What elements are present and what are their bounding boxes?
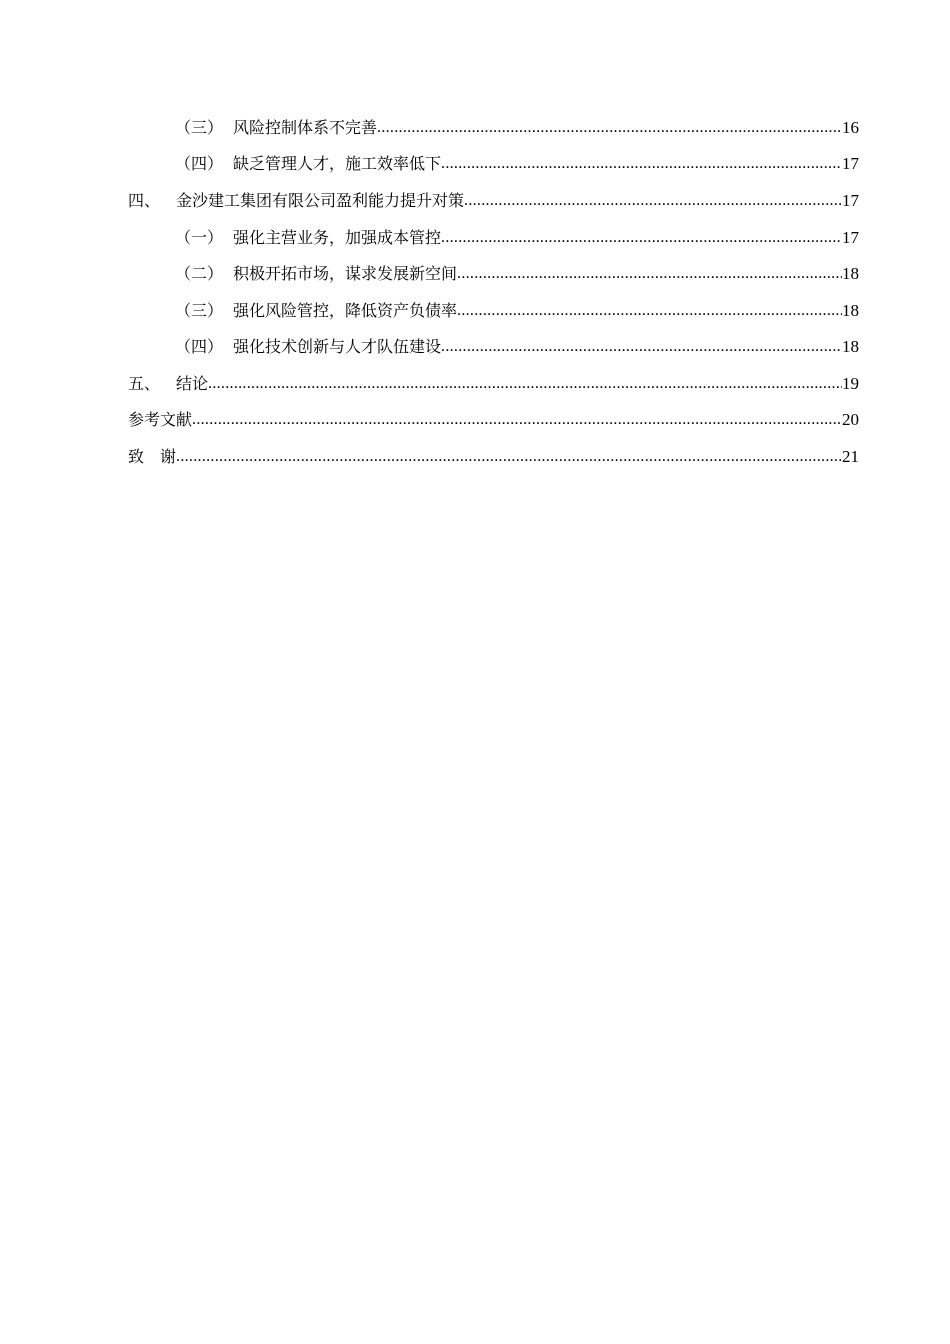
toc-entry-title: 谢 xyxy=(160,447,177,466)
dot-leader xyxy=(457,264,842,284)
dot-leader xyxy=(441,228,842,248)
dot-leader xyxy=(464,191,842,211)
toc-entry-page: 18 xyxy=(842,264,859,283)
toc-entry-number: （四） xyxy=(175,154,224,173)
toc-entry-number: （四） xyxy=(175,337,224,356)
toc-entry-page: 17 xyxy=(842,154,859,173)
toc-entry-title: 参考文献 xyxy=(128,410,193,429)
toc-entry-title: 强化风险管控，降低资产负债率 xyxy=(233,301,458,320)
toc-entry-number: 四、 xyxy=(128,191,161,210)
toc-entry[interactable] xyxy=(175,260,859,284)
toc-entry-title: 风险控制体系不完善 xyxy=(233,118,378,137)
toc-entry-page: 20 xyxy=(842,410,859,429)
toc-entry-title: 结论 xyxy=(176,374,209,393)
dot-leader xyxy=(192,410,842,430)
toc-entry-number: （三） xyxy=(175,301,224,320)
toc-entry-number: 五、 xyxy=(128,374,161,393)
toc-entry-page: 19 xyxy=(842,374,859,393)
dot-leader xyxy=(377,118,842,138)
toc-entry-page: 18 xyxy=(842,337,859,356)
dot-leader xyxy=(208,374,842,394)
toc-entry[interactable] xyxy=(128,370,859,394)
dot-leader xyxy=(176,447,842,467)
toc-entry-title: 积极开拓市场，谋求发展新空间 xyxy=(233,264,458,283)
dot-leader xyxy=(441,154,842,174)
toc-entry-page: 17 xyxy=(842,191,859,210)
toc-entry[interactable] xyxy=(175,150,859,174)
toc-entry-page: 17 xyxy=(842,228,859,247)
toc-entry-title: 缺乏管理人才，施工效率低下 xyxy=(233,154,442,173)
toc-entry-page: 18 xyxy=(842,301,859,320)
toc-entry-page: 16 xyxy=(842,118,859,137)
toc-entry[interactable] xyxy=(128,187,859,211)
toc-entry-number: （一） xyxy=(175,228,224,247)
toc-entry-title: 强化主营业务，加强成本管控 xyxy=(233,228,442,247)
dot-leader xyxy=(457,301,842,321)
toc-entry[interactable] xyxy=(175,333,859,357)
toc-entry-page: 21 xyxy=(842,447,859,466)
toc-entry-number: 致 xyxy=(128,447,145,466)
toc-entry[interactable] xyxy=(128,443,859,467)
toc-entry-title: 强化技术创新与人才队伍建设 xyxy=(233,337,442,356)
toc-entry[interactable] xyxy=(175,224,859,248)
toc-entry-number: （二） xyxy=(175,264,224,283)
toc-entry[interactable] xyxy=(175,114,859,138)
toc-entry[interactable] xyxy=(175,297,859,321)
toc-entry-number: （三） xyxy=(175,118,224,137)
dot-leader xyxy=(441,337,842,357)
toc-entry-title: 金沙建工集团有限公司盈利能力提升对策 xyxy=(176,191,465,210)
toc-entry[interactable] xyxy=(128,406,859,430)
